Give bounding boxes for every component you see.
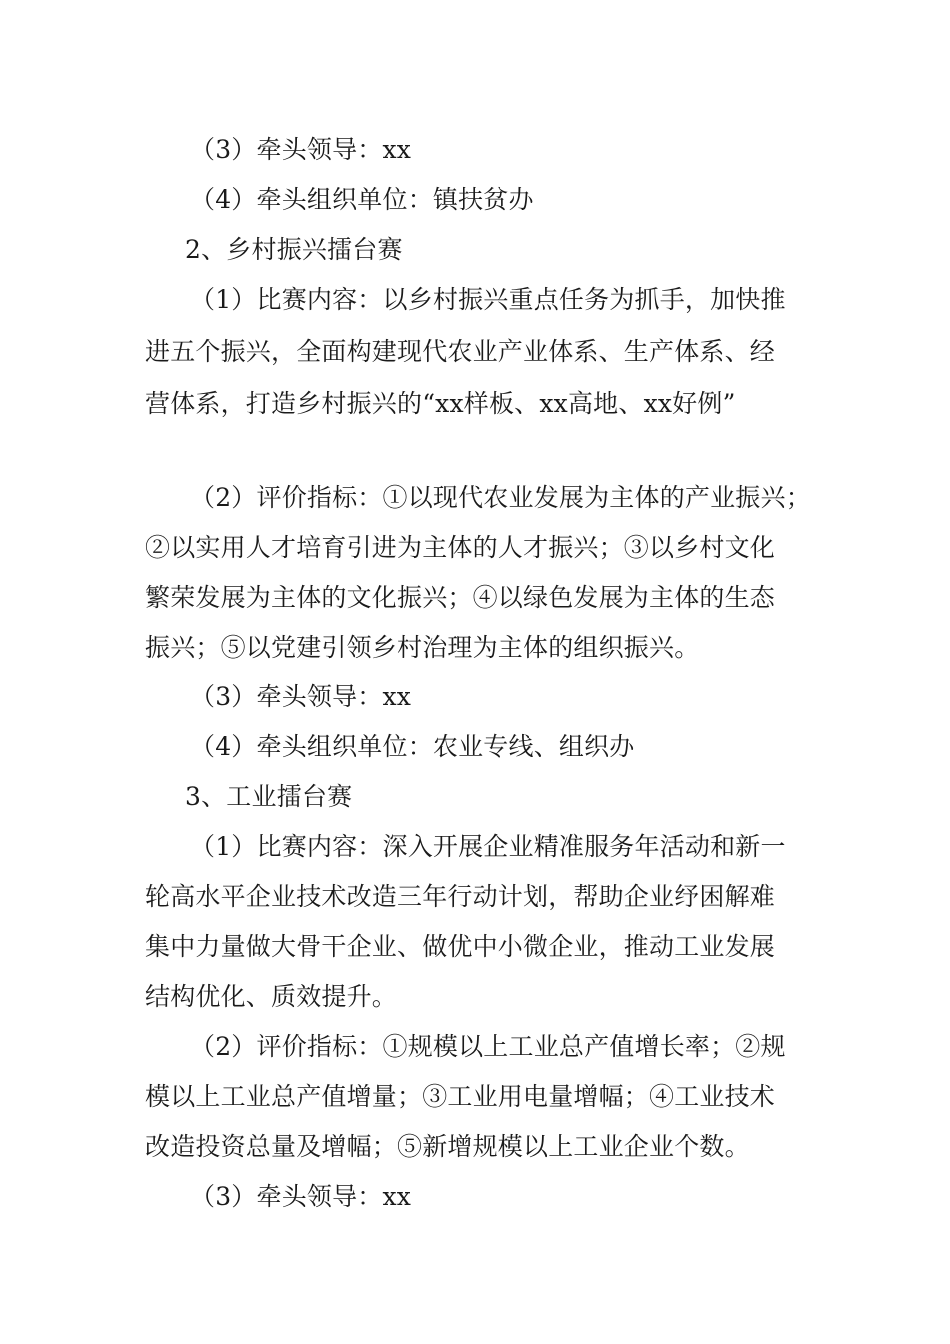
text-line: （4）牵头组织单位：农业专线、组织办: [190, 732, 635, 761]
section-heading: 3、工业擂台赛: [185, 782, 353, 811]
text-line: 改造投资总量及增幅；⑤新增规模以上工业企业个数。: [145, 1132, 750, 1161]
text-line: 振兴；⑤以党建引领乡村治理为主体的组织振兴。: [145, 633, 700, 662]
text-line: 集中力量做大骨干企业、做优中小微企业，推动工业发展: [145, 932, 776, 961]
text-line: （3）牵头领导：xx: [190, 135, 412, 164]
text-line: （2）评价指标：①规模以上工业总产值增长率；②规: [190, 1032, 786, 1061]
text-line: （3）牵头领导：xx: [190, 1182, 412, 1211]
text-line: （1）比赛内容：以乡村振兴重点任务为抓手，加快推: [190, 285, 786, 314]
text-line: 轮高水平企业技术改造三年行动计划，帮助企业纾困解难: [145, 882, 776, 911]
text-line: 繁荣发展为主体的文化振兴；④以绿色发展为主体的生态: [145, 583, 776, 612]
text-line: 营体系，打造乡村振兴的“xx样板、xx高地、xx好例”: [145, 389, 736, 418]
text-line: ②以实用人才培育引进为主体的人才振兴；③以乡村文化: [145, 533, 776, 562]
text-line: 进五个振兴，全面构建现代农业产业体系、生产体系、经: [145, 337, 776, 366]
text-line: 结构优化、质效提升。: [145, 982, 398, 1011]
section-heading: 2、乡村振兴擂台赛: [185, 235, 403, 264]
text-line: 模以上工业总产值增量；③工业用电量增幅；④工业技术: [145, 1082, 776, 1111]
text-line: （4）牵头组织单位：镇扶贫办: [190, 185, 534, 214]
text-line: （1）比赛内容：深入开展企业精准服务年活动和新一: [190, 832, 786, 861]
text-line: （3）牵头领导：xx: [190, 682, 412, 711]
text-line: （2）评价指标：①以现代农业发展为主体的产业振兴；: [190, 483, 811, 512]
